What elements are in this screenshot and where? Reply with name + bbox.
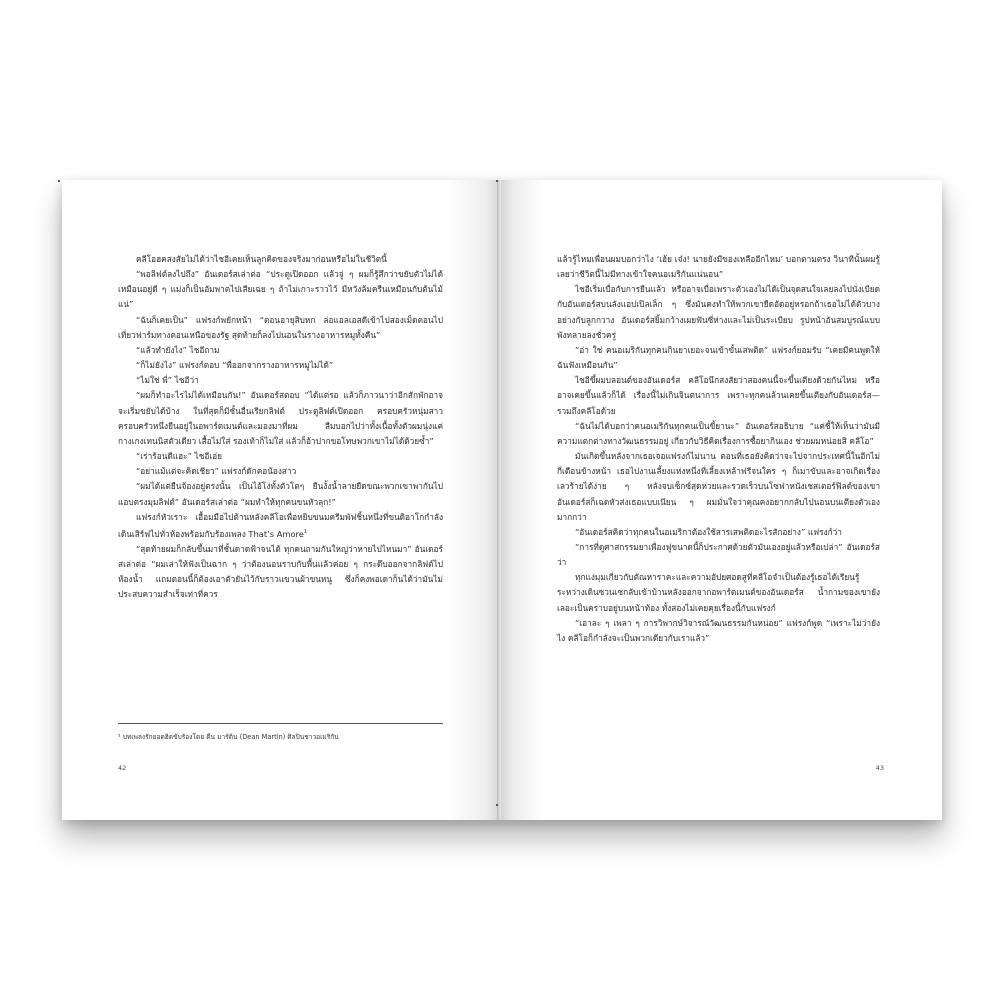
paragraph: ไชอีเริ่มเบื่อกับการยืนแล้ว หรืออาจเบื่อเพราะตัวเองไม่ได้เป็นจุดสนใจเลยลงไปนั่งเบียดกับอันเดอร์สบนลังแอปเปิลเล็ก ๆ ซึ่งมันคงทำให้พวกเขายืดอัดอยู่หรอกถ้าเธอไม่ได้ตัวบางอย่างกับลูกกวาง อันเดอร์สยิ้มกว้างเผยฟันซี่ห่างและไม่เป็นระเบียบ รูปหน้าอันสมบูรณ์แบบพังทลายลงชั่วครู่ (557, 284, 880, 340)
paragraph: แล้วรู้ไหมเพื่อนผมบอกว่าไง ‘เฮ้ย เจ๋ง! นายยังมีของเหลืออีกไหม’ บอกตามตรง วินาทีนั้นผมรู้เลยว่าชีวิตนี้ไม่มีทางเข้าใจคนอเมริกันแน่นอน” (557, 254, 880, 280)
paragraph: “ไม่ใช่ พี่” ไชอีว่า (136, 375, 199, 386)
paragraph: “ก็ไม่ยังไง” แฟรงก์ตอบ “พื่ออกจากรางอาหารหมูไม่ได้” (136, 360, 334, 371)
paragraph: “ฉันไม่ได้บอกว่าคนอเมริกันทุกคนเป็นขี้ยานะ” อันเดอร์สอธิบาย “แค่ชี้ให้เห็นว่ามันมีความแตกต่างทางวัฒนธรรมอยู่ เกี่ยวกับวิธีคิดเรื่องการซื้อยากินเอง ช่วยผมหน่อยสิ คลีโอ” (557, 420, 880, 446)
paragraph: “อย่าแม้แต่จะคิดเชียว” แฟรงก์ดักคอน้องสาว (136, 466, 297, 477)
crop-mark (58, 180, 60, 182)
paragraph: “สุดท้ายผมก็กลับขึ้นมาที่ชั้นดาดฟ้าจนได้ ทุกคนถามกันใหญ่ว่าหายไปไหนมา” อันเดอร์สเล่าต่อ “ผมเล่าให้ฟังเป็นฉาก ๆ ว่าต้องนอนราบกับพื้นแล้วค่อย ๆ กระดึบออกจากลิฟต์ไปห้องน้ำ แถมตอนนี้ก็ต้องเอาตัวยันไว้กับราวแขวนผ้าขนหนู ซึ่งก็คงพอเดาก็นได้ว่ามันไม่ประสบความสำเร็จเท่าที่ควร (118, 543, 443, 600)
paragraph: “ผมก็ทำอะไรไม่ได้เหมือนกัน!” อันเดอร์สตอบ “ได้แต่รอ แล้วก็ภาวนาว่าอีกสักพักอาจจะเริ่มขยับได้บ้าง ในที่สุดก็มีชั้นอื่นเรียกลิฟต์ ประตูลิฟต์เปิดออก ครอบครัวหนุ่มสาวครอบครัวหนึ่งยืนอยู่ในอพาร์ตเมนต์และมองมาที่ผม ลืมบอกไปว่าทั้งเนื้อทั้งตัวผมนุ่งแค่กางเกงเทนนิสตัวเดียว เสื้อไม่ใส่ รองเท้าก็ไม่ใส่ แล้วก็อ้าปากขอโทษพวกเขาไม่ได้ด้วยซ้ำ” (118, 390, 443, 446)
crop-mark (496, 180, 498, 182)
paragraph: “แล้วทำยังไง” ไชอีถาม (136, 344, 220, 355)
paragraph: ทุกแง่มุมเกี่ยวกับตัณหาราคะและความอัปยศอดสูที่คลีโอจำเป็นต้องรู้เธอได้เรียนรู้ระหว่างเดินซวนเซกลับเข้าบ้านหลังออกจากอพาร์ตเมนต์ของอันเดอร์ส น้ำกามของเขายังเลอะเป็นคราบอยู่บนหน้าท้อง ทั้งสองไม่เคยคุยเรื่องนี้กับแฟรงก์ (557, 572, 880, 613)
paragraph: “อ่า ใช่ คนอเมริกันทุกคนกินยาเยอะจนเข้าขั้นเสพติด” แฟรงก์ยอมรับ “เคยมีคนพูดให้ฉันฟังเหมือนกัน” (557, 344, 880, 371)
paragraph: ไชอีขึ้ผมบลอนด์ของอันเดอร์ส คลีโอนึกสงสัยว่าสองคนนี้จะขึ้นเตียงด้วยกันไหม หรืออาจเคยขึ้นแล้วก็ได้ เรื่องนี้ไม่เกินจินตนาการ เพราะทุกคนล้วนเคยขึ้นเตียงกับอันเดอร์ส—รวมถึงคลีโอด้วย (557, 375, 880, 416)
paragraph: “ผมได้แต่ยืนจ้องอยู่ตรงนั้น เป็นไอ้โง่ทั้งตัวโตๆ ยืนงั้งน้ำลายยืดขณะพวกเขาพากันไปแอบตรงมุมลิฟต์” อันเดอร์สเล่าต่อ “ผมทำให้ทุกคนขนหัวลุก!” (118, 481, 443, 507)
crop-mark (496, 804, 498, 806)
paragraph: คลีโอฮคสงสัยไม่ได้ว่าไชอีเคยเห็นลูกคิดของจริงมาก่อนหรือไม่ในชีวิตนี้ (136, 254, 387, 264)
paragraph: “พอลิฟต์ลงไปถึง” อันเดอร์สเล่าต่อ “ประตูเปิดออก แล้วจู่ ๆ ผมก็รู้สึกว่าขยับตัวไม่ได้ เหมือนอยู่ดี ๆ แม่งก็เป็นอัมพาตไปเสียเฉย ๆ ถ้าไม่เกาะราวไว้ มีหวังล้มครืนเหมือนกับต้นไม้แน่” (118, 269, 443, 310)
book-gutter (497, 180, 501, 820)
page-number-left: 42 (118, 764, 127, 772)
paragraph: “อันเดอร์สคิดว่าทุกคนในอเมริกาต้องใช้สารเสพติดอะไรสักอย่าง” แฟรงก์ว่า (575, 526, 842, 537)
right-page-body (557, 252, 880, 646)
footnote: ¹ บทเพลงรักยอดฮิตขับร้องโดย ดีน มาร์ติน (Dean Martin) ศิลปินชาวอเมริกัน (118, 733, 339, 741)
left-page (62, 180, 499, 820)
left-page-body (118, 252, 443, 602)
paragraph: มันเกิดขึ้นหลังจากเธอเจอแฟรงก์ไม่นาน ตอนที่เธอยังคิดว่าจะไปจากประเทศนี้ในอีกไม่กี่เดือนข้างหน้า เธอไปงานเลี้ยงแห่งหนึ่งที่เลี้ยงเหล้าฟรีจนใคร ๆ ก็เมาขับและอาจเกิดเรื่องเลวร้ายได้ง่าย ๆ หลังจบเซ็กซ์สุดห่วยและรวดเร็วบนโซฟาหนังเชสเตอร์ฟิลด์ของเขา อันเดอร์สก็เฉดหัวส่งเธอแบบเนียน ๆ ผมมั่นใจว่าคุณคงอยากกลับไปนอนบนเตียงตัวเองมากกว่า (557, 451, 880, 522)
footnote-rule (118, 723, 443, 724)
paragraph-text: แฟรงก์หัวเราะ เอื้อมมือไปด้านหลังคลีโอเพื่อหยิบขนมครีมพัฟชิ้นหนึ่งที่ขนดิอาโกกำลังเดินเสิร์ฟไปทั่วห้องพร้อมกับร้องเพลง That’s Amore (118, 511, 443, 539)
page-number-right: 43 (875, 764, 884, 772)
paragraph: “ฉันก็เคยเป็น” แฟรงก์พยักหน้า “ตอนอายุสิบหก ล่อแอลเอสดีเข้าไปสองเม็ดตอนไปเที่ยวฟาร์มทางตอนเหนือของรัฐ สุดท้ายก็ลงไปนอนในรางอาหารหมูทั้งคืน” (118, 314, 443, 340)
paragraph: “การที่ดูศาสกรรมยาเพื่องฟูขนาดนี้ก็ประกาศด้วยตัวมันเองอยู่แล้วหรือเปล่า” อันเดอร์สว่า (557, 541, 880, 568)
right-page (499, 180, 942, 820)
footnote-marker: 1 (303, 528, 308, 535)
paragraph-with-song (118, 510, 443, 542)
paragraph: “เอาละ ๆ เพลา ๆ การวิพากษ์วิจารณ์วัฒนธรรมกันหน่อย” แฟรงก์พูด “เพราะไม่ว่ายังไง คลีโอก็กำลังจะเป็นพวกเดียวกับเราแล้ว” (557, 617, 880, 643)
open-book (62, 180, 942, 820)
paragraph: “เร่าร้อนดีแฮะ” ไชอีเอ่ย (136, 451, 223, 462)
